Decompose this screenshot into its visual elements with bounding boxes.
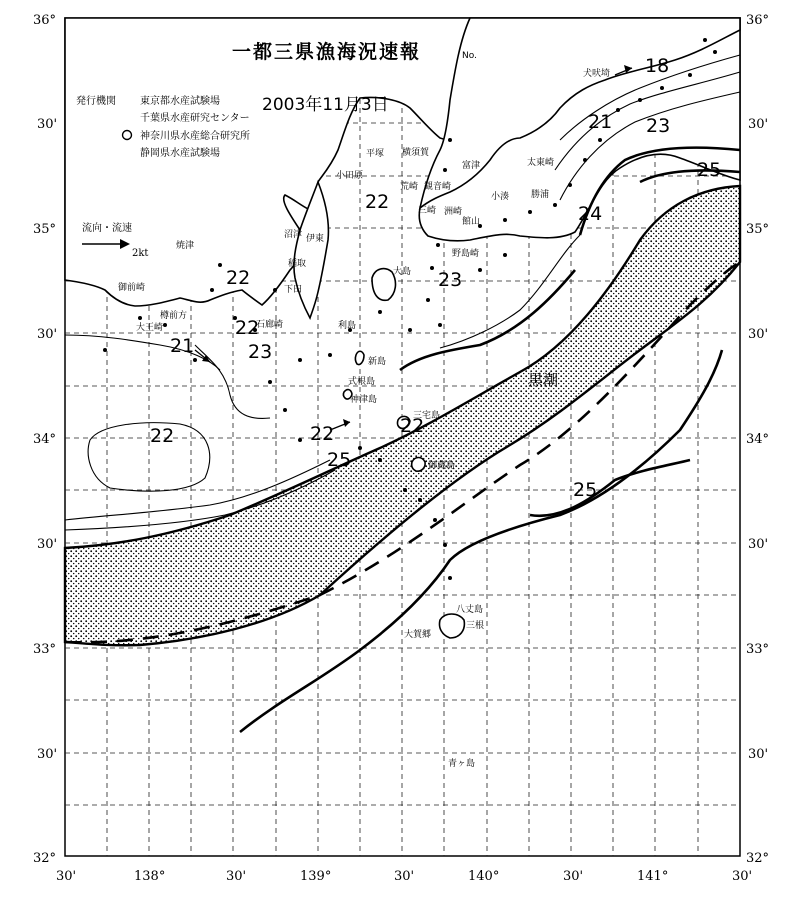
place-name: 観音崎 — [424, 182, 452, 192]
land-oshima — [372, 269, 395, 301]
isotherm-label: 25 — [327, 449, 352, 471]
isotherm-label: 18 — [645, 55, 670, 77]
place-name: 犬吠埼 — [583, 69, 611, 79]
lat-tick-label: 36° — [33, 13, 57, 28]
place-name: 稲取 — [288, 259, 307, 269]
place-name: 小湊 — [491, 192, 510, 202]
place-name: 伊東 — [306, 234, 325, 244]
place-name: 三根 — [466, 621, 485, 631]
place-name: 御前崎 — [118, 283, 146, 293]
latitude-labels-right — [746, 13, 769, 866]
lon-tick-label: 139° — [300, 869, 332, 884]
place-name: 横須賀 — [402, 148, 430, 158]
isotherm-label: 22 — [235, 317, 260, 339]
lat-tick-label: 30' — [748, 117, 769, 132]
report-number-label: No. — [462, 51, 477, 61]
lat-tick-label: 36° — [746, 13, 770, 28]
isotherm-label: 21 — [170, 335, 195, 357]
kuroshio-label: 黒潮 — [528, 371, 559, 389]
place-name: 富津 — [462, 161, 481, 171]
place-name: 青ヶ島 — [448, 759, 476, 769]
place-name: 御蔵島 — [428, 461, 456, 471]
lat-tick-label: 32° — [746, 851, 770, 866]
lat-tick-label: 32° — [33, 851, 57, 866]
place-name: 焼津 — [176, 241, 195, 251]
lon-tick-label: 138° — [134, 869, 166, 884]
lat-tick-label: 30' — [37, 327, 58, 342]
isotherm-label: 23 — [438, 269, 463, 291]
lon-tick-label: 141° — [637, 869, 669, 884]
place-name: 石廊崎 — [256, 320, 284, 330]
lon-tick-label: 30' — [732, 869, 753, 884]
place-name: 洲崎 — [444, 207, 463, 217]
lat-tick-label: 30' — [748, 747, 769, 762]
place-name: 大王崎 — [136, 323, 164, 333]
lon-tick-label: 30' — [563, 869, 584, 884]
lon-tick-label: 140° — [468, 869, 500, 884]
isotherm-label: 22 — [400, 415, 425, 437]
legend-title: 流向・流速 — [82, 223, 132, 234]
lon-tick-label: 30' — [56, 869, 77, 884]
place-name: 小田原 — [336, 171, 364, 181]
place-name: 館山 — [462, 217, 481, 227]
place-name: 利島 — [338, 321, 357, 331]
lat-tick-label: 34° — [746, 432, 770, 447]
lon-tick-label: 30' — [394, 869, 415, 884]
lat-tick-label: 30' — [37, 747, 58, 762]
place-name: 大賀郷 — [404, 630, 432, 640]
publisher-heading: 発行機関 — [76, 96, 116, 107]
isotherm-label: 22 — [365, 191, 390, 213]
lat-tick-label: 30' — [37, 117, 58, 132]
lat-tick-label: 30' — [748, 327, 769, 342]
publisher-name: 静岡県水産試験場 — [140, 148, 220, 159]
place-name: 沼津 — [284, 230, 303, 240]
isotherm-label: 25 — [697, 159, 722, 181]
land-miyakejima — [412, 458, 425, 472]
publisher-name: 神奈川県水産総合研究所 — [140, 131, 250, 142]
lat-tick-label: 35° — [746, 222, 770, 237]
isotherm-label: 23 — [646, 115, 671, 137]
place-name: 神津島 — [350, 395, 378, 405]
place-name: 八丈島 — [456, 605, 484, 615]
land-hachijojima — [439, 614, 464, 638]
isotherm-label: 21 — [588, 111, 613, 133]
isotherm-label: 22 — [150, 425, 175, 447]
lat-tick-label: 33° — [33, 642, 57, 657]
place-name: 平塚 — [366, 149, 385, 159]
place-name: 式根島 — [348, 377, 376, 387]
isotherm-label: 23 — [248, 341, 273, 363]
isotherm-label: 22 — [310, 423, 335, 445]
place-name: 野島崎 — [452, 249, 480, 259]
report-date: 2003年11月3日 — [262, 95, 389, 115]
lat-tick-label: 35° — [33, 222, 57, 237]
latitude-labels-left — [33, 13, 57, 866]
place-name: 荒崎 — [400, 182, 419, 192]
report-title: 一都三県漁海況速報 — [232, 41, 422, 63]
publisher-name: 東京都水産試験場 — [140, 96, 220, 107]
lat-tick-label: 30' — [37, 537, 58, 552]
land-niijima — [355, 351, 364, 364]
lon-tick-label: 30' — [226, 869, 247, 884]
place-name: 三宅島 — [413, 411, 441, 421]
isotherm-label: 24 — [578, 203, 603, 225]
isotherm-label: 25 — [573, 479, 598, 501]
legend-speed: 2kt — [132, 248, 149, 259]
place-name: 大島 — [393, 267, 412, 277]
place-name: 新島 — [368, 357, 387, 367]
longitude-labels — [56, 869, 752, 884]
place-name: 下田 — [284, 285, 303, 295]
publisher-name: 千葉県水産研究センター — [140, 113, 250, 124]
lat-tick-label: 34° — [33, 432, 57, 447]
place-name: 勝浦 — [531, 190, 550, 200]
isotherm-label: 22 — [226, 267, 251, 289]
place-name: 樽前方 — [160, 311, 188, 321]
place-name: 三崎 — [418, 206, 437, 216]
place-name: 太東崎 — [527, 158, 555, 168]
lat-tick-label: 33° — [746, 642, 770, 657]
lat-tick-label: 30' — [748, 537, 769, 552]
